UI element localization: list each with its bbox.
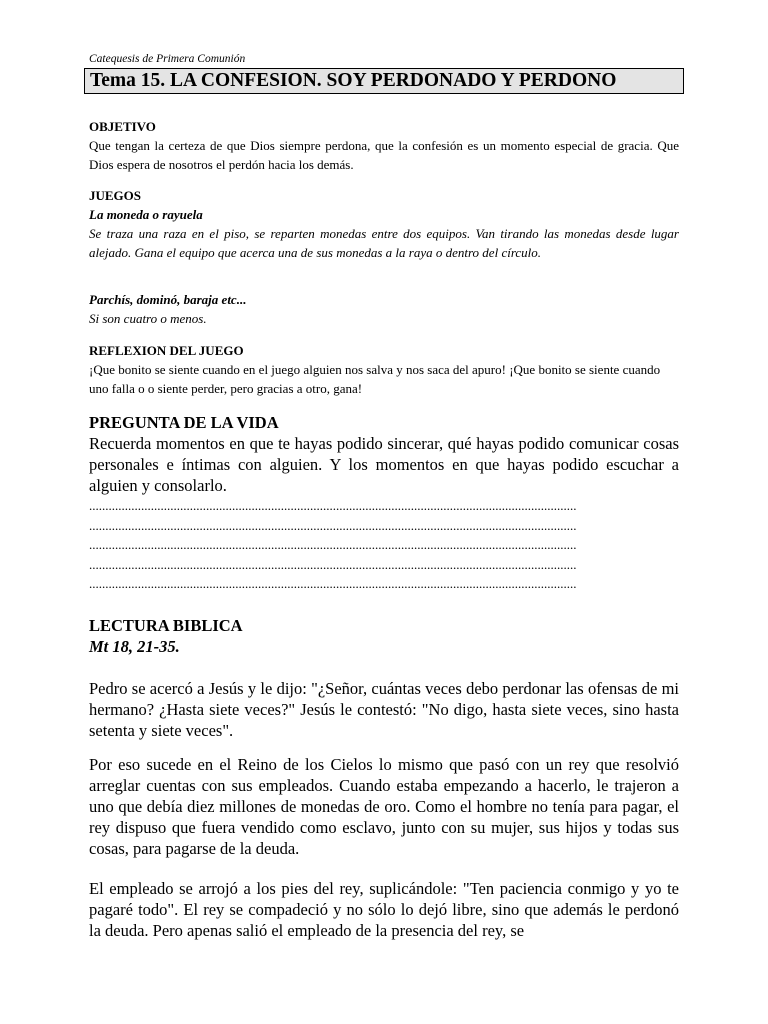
course-header: Catequesis de Primera Comunión [89, 53, 246, 65]
title-box [84, 68, 684, 94]
pregunta-text: Recuerda momentos en que te hayas podido sincerar, qué hayas podido comunicar cosas personales e íntimas con alguien. Y los momentos en que hayas podido escuchar a alguien y consolarlo. [89, 434, 679, 495]
game2-title: Parchís, dominó, baraja etc... [89, 292, 247, 307]
game1-text: Se traza una raza en el piso, se reparten monedas entre dos equipos. Van tirando las monedas desde lugar alejado. Gana el equipo que acerca una de sus monedas a la raya o dentro del círculo. [89, 226, 679, 260]
objetivo-heading: OBJETIVO [89, 119, 156, 134]
answer-line-2: ...................................................................................................................................................... [89, 517, 577, 533]
game2-text: Si son cuatro o menos. [89, 311, 207, 326]
game1-title: La moneda o rayuela [89, 207, 203, 222]
lectura-reference: Mt 18, 21-35. [89, 637, 180, 656]
lectura-paragraph-2: Por eso sucede en el Reino de los Cielos lo mismo que pasó con un rey que resolvió arreglar cuentas con sus empleados. Cuando estaba empezando a hacerlo, le trajeron a uno que debía diez millones de monedas de oro. Como el hombre no tenía para pagar, el rey dispuso que fuera vendido como esclavo, junto con su mujer, sus hijos y todas sus cosas, para pagarse de la deuda. [89, 755, 679, 858]
pregunta-heading: PREGUNTA DE LA VIDA [89, 413, 279, 432]
answer-line-1: ...................................................................................................................................................... [89, 498, 577, 513]
lectura-heading: LECTURA BIBLICA [89, 616, 243, 635]
lectura-paragraph-3: El empleado se arrojó a los pies del rey, suplicándole: "Ten paciencia conmigo y yo te pagaré todo". El rey se compadeció y no sólo lo dejó libre, sino que además le perdonó la deuda. Pero apenas salió el empleado de la presencia del rey, se [89, 879, 679, 940]
answer-line-5: ...................................................................................................................................................... [89, 576, 577, 591]
juegos-section [89, 186, 679, 262]
pregunta-section [89, 412, 679, 594]
answer-line-3: ...................................................................................................................................................... [89, 537, 577, 552]
objetivo-section [89, 117, 679, 174]
reflexion-text: ¡Que bonito se siente cuando en el juego alguien nos salva y nos saca del apuro! ¡Que bonito se siente cuando uno falla o o siente perder, pero gracias a otro, gana! [89, 362, 661, 396]
answer-line-4: ...................................................................................................................................................... [89, 556, 577, 572]
lectura-paragraph-1: Pedro se acercó a Jesús y le dijo: "¿Señor, cuántas veces debo perdonar las ofensas de mi hermano? ¿Hasta siete veces?" Jesús le contestó: "No digo, hasta siete veces, sino hasta setenta y siete veces". [89, 679, 679, 740]
juegos-heading: JUEGOS [89, 188, 142, 203]
page-title: Tema 15. LA CONFESION. SOY PERDONADO Y PERDONO [90, 70, 617, 91]
lectura-section [89, 615, 679, 657]
objetivo-text: Que tengan la certeza de que Dios siempre perdona, que la confesión es un momento especial de gracia. Que Dios espera de nosotros el perdón hacia los demás. [89, 138, 679, 172]
reflexion-section [89, 341, 679, 398]
game2-section [89, 290, 679, 328]
reflexion-heading: REFLEXION DEL JUEGO [89, 343, 244, 358]
